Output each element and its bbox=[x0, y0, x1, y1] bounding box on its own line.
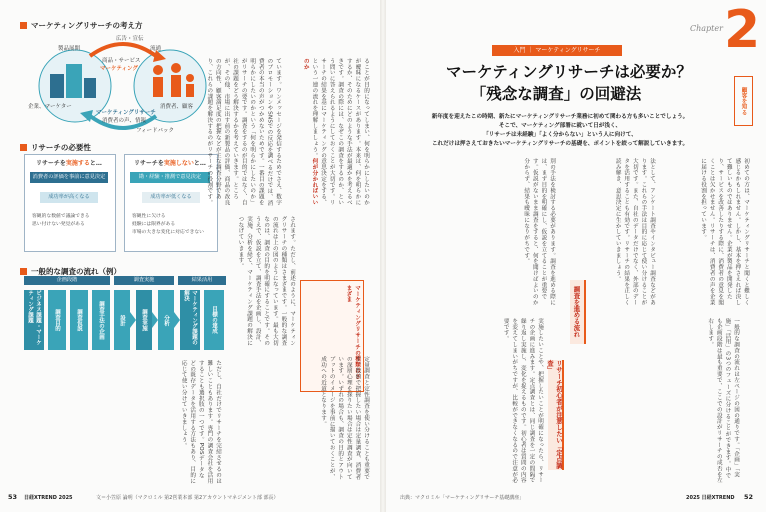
skip-research-note: 客観性に欠ける bbox=[132, 214, 166, 219]
label-goods: 商品・サービス bbox=[102, 58, 141, 64]
flow-step: 分析 bbox=[158, 290, 174, 350]
lead-line: そこで、マーケティング部署に就いて日が浅く、 bbox=[498, 123, 622, 129]
right-body-column: 法として、アンケート調査やインタビュー調査などがあります。これらの手法は目的に応じて使い分けることが大切です。また、自社のデータだけでなく、外部のデータを活用することも有効です。リサーチの結果を正しく読み解き、意思決定に生かしていきましょう。 bbox=[614, 158, 655, 306]
section-marker-icon bbox=[20, 144, 27, 151]
flow-step: ビジネス課題・マーケティング課題 bbox=[24, 290, 44, 350]
flow-head-planning: 企画段階 bbox=[24, 276, 110, 285]
flow-step: 調査実施 bbox=[136, 290, 152, 350]
right-body-column: 別の手法を検討する必要があります。調査を進める際には、まず目的を明確にし、仮説を立てることが重要です。仮説がないまま調査をすると、何を聞けばよいのか分からず、結果も曖昧になりがちです。 bbox=[523, 158, 555, 306]
flow-step: 調査仮説 bbox=[70, 290, 88, 350]
label-products: 製品展開 bbox=[58, 46, 81, 52]
skip-research-note: 経験には限界がある bbox=[132, 222, 176, 227]
do-research-result: 成功率が高くなる bbox=[40, 192, 98, 203]
section-title-concept: マーケティングリサーチの考え方 bbox=[20, 20, 142, 31]
person-head-icon-2 bbox=[171, 63, 181, 73]
flow-step: 目標の達成 bbox=[204, 290, 224, 350]
building-icon bbox=[50, 74, 64, 98]
label-feedback: フィードバック bbox=[136, 128, 174, 134]
left-body-column: されます。ただし、前述のように、マーケティングリサーチの種類はさまざまです。一般的な調査の流れは上の図のようになっています。最も大切なのは、調査の目的を明確にすることです。そのうえで、仮説を立て、調査手法を企画し、設計、実施、分析を経て、マーケティング課題の解決につなげていきます。 bbox=[237, 216, 295, 346]
marketing-arrow-top bbox=[90, 44, 156, 56]
flow-step: 調査手法の企画 bbox=[92, 290, 110, 350]
side-badge: 顧客を知る bbox=[734, 76, 753, 126]
flow-arrow-icon bbox=[152, 312, 158, 328]
right-body-column: 一般的な調査の流れは左ページの図の通りです。「企画」「実施」「活用」の3つのフェーズに分けることができます。中でも企画段階は最も重要で、ここでの設計がリサーチの成否を左右します。 bbox=[707, 318, 739, 484]
skip-research-result: 成功率が低くなる bbox=[142, 192, 200, 203]
chapter-label: Chapter bbox=[690, 24, 723, 33]
label-consumer: 消費者、顧客 bbox=[160, 104, 194, 110]
page-number-right: 52 bbox=[744, 493, 754, 501]
subhead-process: 調査を進める流れ bbox=[570, 280, 586, 344]
credit-left: 文＝小笠原 論明（マクロミル 第2営業本部 第2アカウントマネジメント部 部長） bbox=[96, 495, 279, 501]
label-research: マーケティングリサーチ bbox=[96, 110, 156, 116]
brand-left: 日経XTREND 2025 bbox=[24, 495, 73, 501]
emphasis-text: 何が分かればいいのか bbox=[302, 58, 318, 206]
chapter-number: 2 bbox=[724, 0, 761, 60]
do-research-note: 客観的な数値で議論できる bbox=[32, 214, 90, 219]
section-marker-icon bbox=[20, 22, 27, 29]
skip-research-heading: リサーチを実施しないと… bbox=[134, 160, 206, 167]
flow-head-execution: 調査実施 bbox=[114, 276, 174, 285]
flow-step: 設計 bbox=[114, 290, 130, 350]
building-small-icon bbox=[84, 78, 96, 98]
section-marker-icon bbox=[20, 268, 27, 275]
skip-research-panel bbox=[124, 154, 218, 252]
flow-step: マーケティング課題の解決 bbox=[180, 290, 200, 350]
page-gutter bbox=[380, 0, 386, 512]
person-body-icon-2 bbox=[171, 75, 181, 97]
credit-right: 出典：マクロミル「マーケティングリサーチ基礎講座」 bbox=[400, 495, 525, 501]
article-tag: 入門 ｜ マーケティングリサーチ bbox=[492, 45, 622, 56]
do-research-box: 消費者の評価を事前に意見決定 bbox=[30, 172, 108, 183]
label-ads: 広告・宣伝 bbox=[116, 36, 144, 42]
flow-arrow-icon bbox=[174, 312, 180, 328]
left-body-column: ることが目的になってしまい、何を明らかにしたいのかが曖昧になるケースがあります。本来は、何を明らかにするか、そのためにどのような手法が最適かを考えるべきです。調査の際には、なぜこの調査をするのか、という問いに答えられるようにしておくことが大切です。リサーチの結果を基にマーケティングの意思決定をする、という一連の流れを理解しましょう。何が分かればいいのか bbox=[302, 58, 369, 206]
section-title-flow: 一般的な調査の流れ（例） bbox=[20, 266, 121, 277]
building-tall-icon bbox=[66, 64, 82, 98]
brand-right: 2025 日経XTREND bbox=[686, 495, 735, 501]
do-research-panel bbox=[24, 154, 116, 252]
flow-step: 調査目的 bbox=[48, 290, 66, 350]
do-research-note: 思い付けない発見がある bbox=[32, 222, 85, 227]
label-company: 企業、マーケター bbox=[28, 104, 72, 110]
page-number-left: 53 bbox=[8, 493, 18, 501]
lead-line: 「リサーチは未経験」「よく分からない」という人に向けて、 bbox=[483, 132, 637, 138]
flow-arrow-icon bbox=[130, 312, 136, 328]
flow-head-usage: 結果活用 bbox=[178, 276, 226, 285]
do-research-heading: リサーチを実施すると… bbox=[36, 160, 102, 167]
child-body-icon bbox=[186, 84, 194, 97]
label-marketing: マーケティング bbox=[100, 66, 138, 72]
lead-line: 新年度を迎えたこの時期、新たにマーケティングリサーチ業務に初めて関わる方も多いことでしょう。 bbox=[431, 114, 689, 120]
right-body-column: 初めての方は、マーケティングリサーチと聞くと難しく感じるかもしれません。しかし、基本を押さえれば決して難しいものではありません。企業が製品を開発したり、サービスを改善したりする際に、消費者の意見を聞くことは欠かせません。リサーチは、消費者の声を企業に届ける役割を担っています。 bbox=[700, 158, 749, 306]
article-title-line1: マーケティングリサーチは必要か？ bbox=[446, 63, 692, 81]
section-title-need: リサーチの必要性 bbox=[20, 142, 91, 153]
lead-line: これだけは押さえておきたいマーケティングリサーチの基礎を、ポイントを絞って解説していきます。 bbox=[431, 141, 689, 147]
callout-heading: マーケティングリサーチの種類はさまざま bbox=[345, 285, 360, 380]
label-distribution: 流通 bbox=[150, 46, 162, 52]
left-body-column: ています。ワンメッセージを発信するためでさえ、数字のプロモーションやSNSでの反応を調べるだけでは、消費者の本当の声がつかめないためです。一番目の課題を明らかにしたいのかという「何を明らかにしたいのか」がリサーチの要です。調査をするのが目的ではなく、自社の課題をどう解決するかを考えていきます。ところが、その他、市場に出す前の新製品の評価、商品の改良の方向性、顧客満足度の把握などが主な調査分野であり、これらの課題を解決するのがリサーチの役割です。 bbox=[206, 58, 281, 206]
person-body-icon bbox=[153, 77, 163, 97]
article-title-line2: 「残念な調査」の回避法 bbox=[470, 85, 642, 103]
right-body-column: 実施したいことや、把握したいことが明確になったら、リサーチの企画に進みます。定点調査とは、同じ調査を一定の間隔で繰り返し実施し、変化を捉えるものです。初心者は質問の内容を変えてしまいがちですが、比較ができなくなるので注意が必要です。 bbox=[502, 318, 543, 484]
person-head-icon bbox=[153, 65, 163, 75]
label-consumer-voice: 消費者の声、情報 bbox=[102, 118, 147, 124]
skip-research-box: 勘・経験・推測で意見決定 bbox=[130, 172, 210, 183]
child-head-icon bbox=[186, 74, 194, 82]
left-body-column: ただし、自社だけでリサーチを完結させるのは難しいこともあります。専門の調査会社を活用することも選択肢の一つです。POSデータなどの既存データを活用する方法もあり、目的に応じて使い分けていきましょう。 bbox=[180, 360, 221, 484]
subhead-fixed-point: リサーチ初心者が注意したい「定点調査」 bbox=[546, 360, 563, 469]
skip-research-note: 市場の大きな変化に対応できない bbox=[132, 230, 204, 235]
left-body-column: 定量調査と定性調査を使い分けることも重要です。数値で把握したい場合は定量調査、消費者の深層心理を探りたい場合は定性調査が向いています。いずれの場合も、調査の目的とアウトプットのイメージを事前に描いておくことが、成功への近道となります。 bbox=[320, 356, 369, 480]
